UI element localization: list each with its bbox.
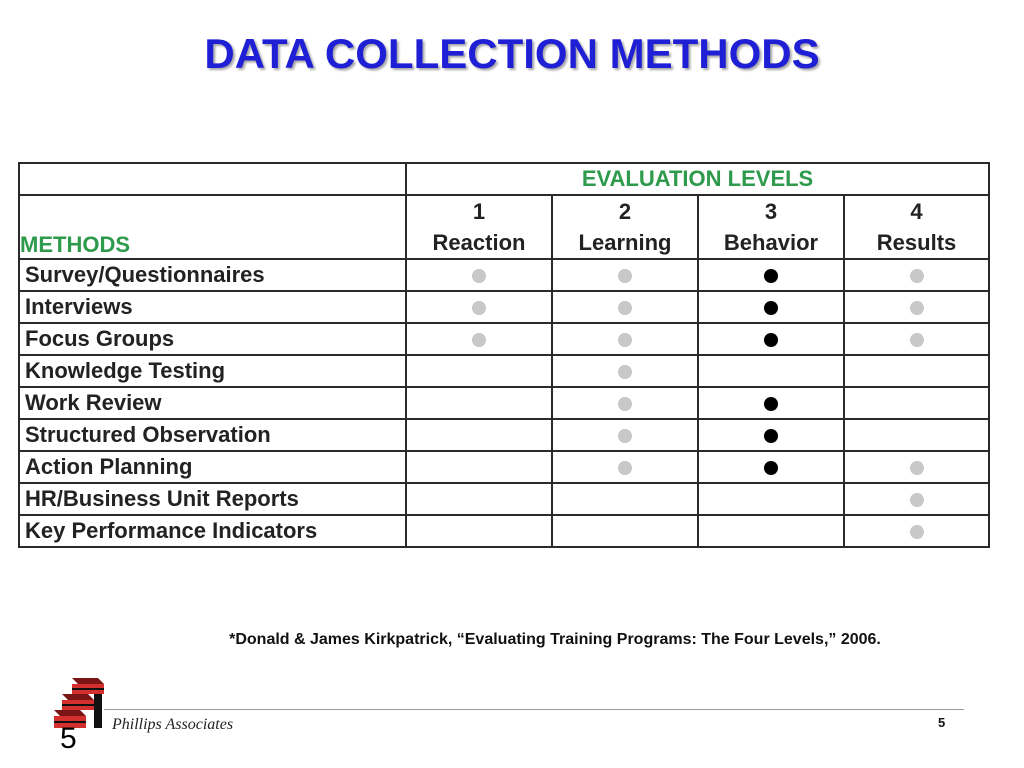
table-levels-header-row (19, 195, 989, 259)
method-name: HR/Business Unit Reports (19, 483, 406, 515)
brand-name: Phillips Associates (112, 716, 234, 733)
partial-dot-icon (910, 493, 924, 507)
level-name: Behavior (723, 230, 819, 255)
level-cell (552, 291, 698, 323)
level-cell (844, 355, 989, 387)
evaluation-levels-table (18, 162, 990, 548)
partial-dot-icon (472, 301, 486, 315)
table-row (19, 291, 989, 323)
level-header-1 (406, 195, 552, 259)
method-name: Focus Groups (19, 323, 406, 355)
level-cell (552, 419, 698, 451)
level-number: 1 (472, 199, 486, 224)
partial-dot-icon (910, 461, 924, 475)
citation-text: *Donald & James Kirkpatrick, “Evaluating Training Programs: The Four Levels,” 2006. (229, 631, 881, 648)
level-cell (698, 483, 844, 515)
level-cell (844, 291, 989, 323)
level-name: Learning (578, 230, 672, 255)
partial-dot-icon (910, 333, 924, 347)
full-dot-icon (764, 397, 778, 411)
partial-dot-icon (910, 301, 924, 315)
level-cell (844, 419, 989, 451)
level-cell (406, 323, 552, 355)
partial-dot-icon (618, 461, 632, 475)
level-cell (844, 387, 989, 419)
level-cell (552, 259, 698, 291)
footer-divider (104, 709, 964, 710)
level-cell (406, 387, 552, 419)
level-cell (698, 419, 844, 451)
method-rows (19, 259, 989, 547)
level-name: Reaction (432, 230, 526, 255)
table-row (19, 451, 989, 483)
level-header-3 (698, 195, 844, 259)
full-dot-icon (764, 269, 778, 283)
level-cell (844, 483, 989, 515)
level-cell (844, 323, 989, 355)
method-name: Work Review (19, 387, 406, 419)
page-number: 5 (938, 715, 946, 730)
level-cell (698, 259, 844, 291)
level-cell (698, 451, 844, 483)
full-dot-icon (764, 301, 778, 315)
level-cell (406, 451, 552, 483)
method-name: Survey/Questionnaires (19, 259, 406, 291)
method-name: Knowledge Testing (19, 355, 406, 387)
table-row (19, 259, 989, 291)
full-dot-icon (764, 461, 778, 475)
slide-number: 5 (60, 722, 77, 755)
partial-dot-icon (910, 525, 924, 539)
partial-dot-icon (618, 333, 632, 347)
level-cell (406, 515, 552, 547)
level-header-4 (844, 195, 989, 259)
level-name: Results (876, 230, 957, 255)
level-cell (698, 323, 844, 355)
table-row (19, 419, 989, 451)
method-name: Key Performance Indicators (19, 515, 406, 547)
table-corner-cell (19, 163, 406, 195)
partial-dot-icon (910, 269, 924, 283)
level-cell (552, 323, 698, 355)
level-cell (406, 355, 552, 387)
level-cell (406, 483, 552, 515)
table-row (19, 355, 989, 387)
table-row (19, 515, 989, 547)
level-number: 4 (910, 199, 923, 224)
level-cell (552, 515, 698, 547)
level-cell (844, 515, 989, 547)
partial-dot-icon (618, 429, 632, 443)
citation-footnote (0, 631, 1024, 649)
level-cell (698, 291, 844, 323)
table-row (19, 387, 989, 419)
level-cell (552, 451, 698, 483)
partial-dot-icon (618, 397, 632, 411)
level-cell (698, 387, 844, 419)
level-cell (844, 259, 989, 291)
table-row (19, 483, 989, 515)
partial-dot-icon (618, 269, 632, 283)
full-dot-icon (764, 429, 778, 443)
partial-dot-icon (618, 365, 632, 379)
level-number: 3 (764, 199, 778, 224)
table-group-header-row (19, 163, 989, 195)
partial-dot-icon (472, 333, 486, 347)
level-cell (406, 419, 552, 451)
table-row (19, 323, 989, 355)
level-cell (844, 451, 989, 483)
level-cell (552, 483, 698, 515)
level-cell (552, 387, 698, 419)
full-dot-icon (764, 333, 778, 347)
level-cell (698, 515, 844, 547)
level-header-2 (552, 195, 698, 259)
level-cell (406, 291, 552, 323)
level-cell (698, 355, 844, 387)
level-cell (406, 259, 552, 291)
method-name: Interviews (19, 291, 406, 323)
level-cell (552, 355, 698, 387)
partial-dot-icon (618, 301, 632, 315)
methods-header: METHODS (19, 195, 406, 259)
method-name: Structured Observation (19, 419, 406, 451)
partial-dot-icon (472, 269, 486, 283)
method-name: Action Planning (19, 451, 406, 483)
evaluation-levels-header: EVALUATION LEVELS (406, 163, 989, 195)
page-title: DATA COLLECTION METHODS (204, 30, 820, 77)
level-number: 2 (618, 199, 632, 224)
